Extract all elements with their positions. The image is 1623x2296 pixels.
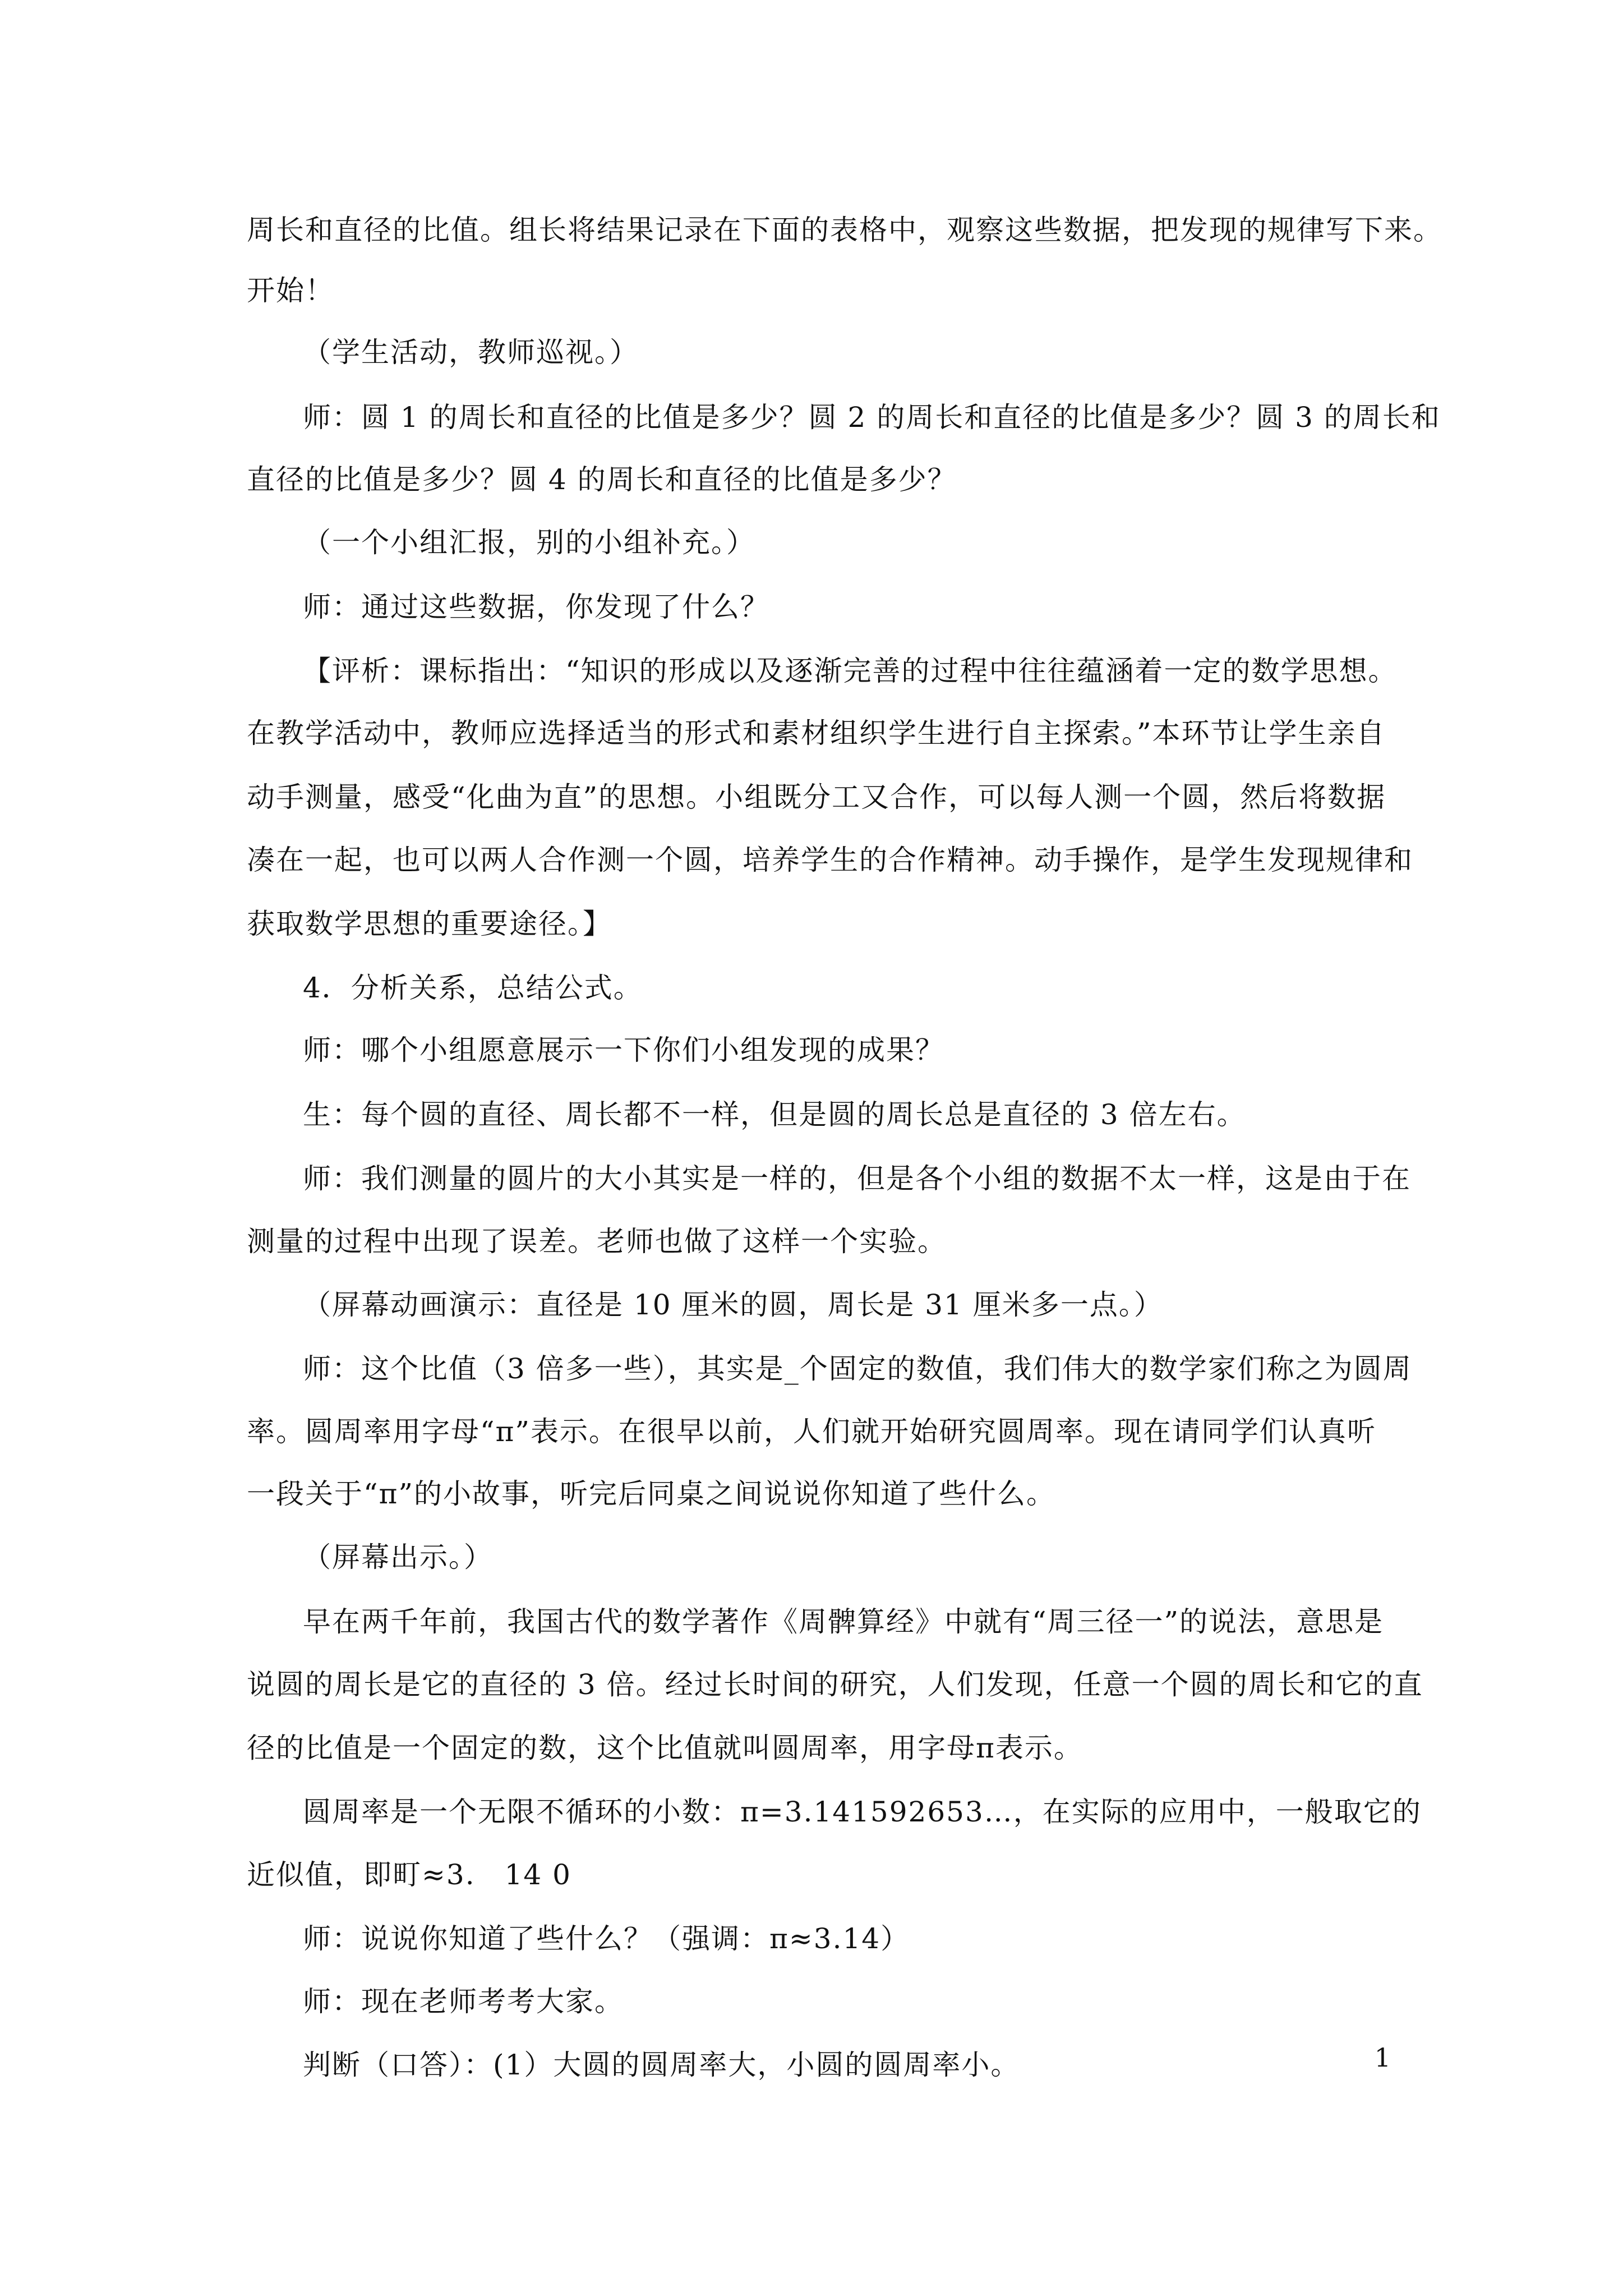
text-line: 师：哪个小组愿意展示一下你们小组发现的成果？: [303, 1034, 944, 1066]
text-line: 师：圆 1 的周长和直径的比值是多少？圆 2 的周长和直径的比值是多少？圆 3 的周长和: [303, 401, 1441, 434]
text-line: 一段关于“π”的小故事，听完后同桌之间说说你知道了些什么。: [247, 1478, 1055, 1510]
text-line: （学生活动，教师巡视。）: [303, 336, 639, 369]
text-line: 师：现在老师考考大家。: [303, 1985, 624, 2018]
text-line: 师：通过这些数据，你发现了什么？: [303, 591, 769, 623]
text-line: 周长和直径的比值。组长将结果记录在下面的表格中，观察这些数据，把发现的规律写下来。: [247, 214, 1442, 246]
text-line: 师：说说你知道了些什么？（强调：π≈3.14）: [303, 1922, 910, 1955]
text-line: 圆周率是一个无限不循环的小数：π=3.141592653…，在实际的应用中，一般取它的: [303, 1796, 1422, 1828]
text-line: 【评析：课标指出：“知识的形成以及逐渐完善的过程中往往蕴涵着一定的数学思想。: [303, 655, 1398, 687]
text-line: 4．分析关系，总结公式。: [303, 972, 643, 1004]
text-line: （一个小组汇报，别的小组补充。）: [303, 526, 755, 559]
text-line: 师：我们测量的圆片的大小其实是一样的，但是各个小组的数据不太一样，这是由于在: [303, 1162, 1411, 1195]
text-line: 近似值，即町≈3. 14 0: [247, 1858, 571, 1891]
text-line: 径的比值是一个固定的数，这个比值就叫圆周率，用字母π表示。: [247, 1732, 1083, 1764]
text-line: （屏幕动画演示：直径是 10 厘米的圆，周长是 31 厘米多一点。）: [303, 1289, 1163, 1321]
text-line: 凑在一起，也可以两人合作测一个圆，培养学生的合作精神。动手操作，是学生发现规律和: [247, 844, 1413, 876]
text-line: 说圆的周长是它的直径的 3 倍。经过长时间的研究，人们发现，任意一个圆的周长和它的直: [247, 1668, 1423, 1701]
text-line: （屏幕出示。）: [303, 1541, 493, 1573]
text-line: 在教学活动中，教师应选择适当的形式和素材组织学生进行自主探索。”本环节让学生亲自: [247, 717, 1386, 749]
text-line: 测量的过程中出现了误差。老师也做了这样一个实验。: [247, 1225, 947, 1258]
text-line: 获取数学思想的重要途径。】: [247, 908, 612, 940]
page-number: 1: [1374, 2042, 1391, 2073]
text-line: 判断（口答）：(1）大圆的圆周率大，小圆的圆周率小。: [303, 2049, 1020, 2081]
text-line: 早在两千年前，我国古代的数学著作《周髀算经》中就有“周三径一”的说法，意思是: [303, 1605, 1384, 1638]
text-line: 开始！: [247, 274, 334, 307]
text-line: 师：这个比值（3 倍多一些），其实是_个固定的数值，我们伟大的数学家们称之为圆周: [303, 1352, 1412, 1385]
text-line: 直径的比值是多少？圆 4 的周长和直径的比值是多少？: [247, 463, 957, 496]
text-line: 动手测量，感受“化曲为直”的思想。小组既分工又合作，可以每人测一个圆，然后将数据: [247, 781, 1386, 813]
text-line: 率。圆周率用字母“π”表示。在很早以前，人们就开始研究圆周率。现在请同学们认真听: [247, 1415, 1376, 1448]
text-line: 生：每个圆的直径、周长都不一样，但是圆的周长总是直径的 3 倍左右。: [303, 1098, 1246, 1131]
